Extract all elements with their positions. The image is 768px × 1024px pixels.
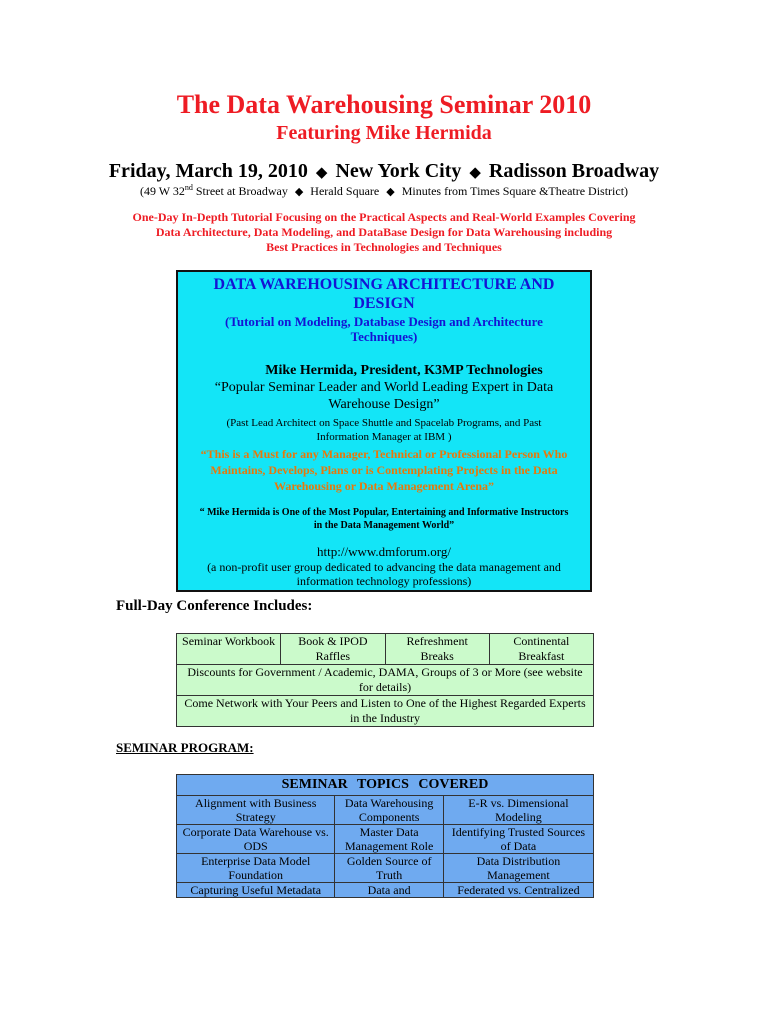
address-square: Herald Square	[310, 184, 380, 198]
seminar-subtitle: Featuring Mike Hermida	[276, 122, 492, 144]
intro-text	[100, 210, 668, 255]
topic-cell: Data and	[335, 883, 443, 898]
event-venue: Radisson Broadway	[488, 160, 660, 182]
table-row	[177, 796, 594, 825]
feature-subheading: (Tutorial on Modeling, Database Design and Architecture Techniques)	[225, 314, 543, 344]
topic-cell: Federated vs. Centralized	[443, 883, 593, 898]
address-street: Street at Broadway	[192, 184, 288, 198]
intro-line: Data Architecture, Data Modeling, and DataBase Design for Data Warehousing including	[155, 225, 613, 239]
include-item: Refreshment Breaks	[385, 634, 489, 665]
table-header-row	[177, 775, 594, 796]
diamond-icon: ◆	[315, 165, 328, 181]
topic-cell: E-R vs. Dimensional Modeling	[443, 796, 593, 825]
praise-quote: “ Mike Hermida is One of the Most Popular, Entertaining and Informative Instructors in the Data Management World”	[199, 507, 569, 531]
address-street-number: (49 W 32	[139, 184, 185, 198]
event-city: New York City	[335, 160, 462, 182]
intro-line: Best Practices in Technologies and Techniques	[266, 240, 502, 254]
seminar-title: The Data Warehousing Seminar 2010	[176, 90, 592, 119]
topic-cell: Capturing Useful Metadata	[177, 883, 335, 898]
topic-cell: Data Warehousing Components	[335, 796, 443, 825]
includes-heading: Full-Day Conference Includes:	[116, 598, 313, 614]
table-row	[177, 883, 594, 898]
include-item: Seminar Workbook	[177, 634, 281, 665]
include-item: Continental Breakfast	[489, 634, 593, 665]
must-attend-text: “This is a Must for any Manager, Technical or Professional Person Who Maintains, Develops, Plans or is Contemplating Projects in the Data Warehousing or Data Management Arena”	[200, 447, 568, 493]
table-row	[177, 854, 594, 883]
dmforum-link[interactable]: http://www.dmforum.org/	[317, 544, 451, 559]
diamond-icon: ◆	[294, 186, 304, 198]
topic-cell: Identifying Trusted Sources of Data	[443, 825, 593, 854]
topic-cell: Corporate Data Warehouse vs. ODS	[177, 825, 335, 854]
discounts-cell: Discounts for Government / Academic, DAMA, Groups of 3 or More (see website for details)	[177, 665, 594, 696]
speaker-quote: “Popular Seminar Leader and World Leading Expert in Data Warehouse Design”	[214, 380, 554, 412]
diamond-icon: ◆	[469, 165, 481, 181]
include-item: Book & IPOD Raffles	[281, 634, 385, 665]
intro-line: One-Day In-Depth Tutorial Focusing on the Practical Aspects and Real-World Examples Covering	[132, 210, 636, 224]
address-ordinal: nd	[184, 183, 193, 192]
program-heading: SEMINAR PROGRAM:	[116, 740, 254, 755]
event-date: Friday, March 19, 2010	[108, 160, 308, 182]
topic-cell: Data Distribution Management	[443, 854, 593, 883]
feature-box	[176, 270, 592, 592]
table-row	[177, 696, 594, 727]
topic-cell: Master Data Management Role	[335, 825, 443, 854]
topics-table-title: SEMINAR TOPICS COVERED	[177, 775, 594, 796]
diamond-icon: ◆	[386, 186, 395, 198]
address-minutes: Minutes from Times Square &Theatre District)	[401, 184, 629, 198]
network-cell: Come Network with Your Peers and Listen to One of the Highest Regarded Experts in the Industry	[177, 696, 594, 727]
event-address	[0, 180, 768, 200]
topic-cell: Alignment with Business Strategy	[177, 796, 335, 825]
nonprofit-note: (a non-profit user group dedicated to advancing the data management and information technology professions)	[207, 560, 561, 588]
table-row	[177, 665, 594, 696]
table-row	[177, 825, 594, 854]
topic-cell: Enterprise Data Model Foundation	[177, 854, 335, 883]
feature-heading: DATA WAREHOUSING ARCHITECTURE AND DESIGN	[213, 276, 555, 312]
table-row	[177, 634, 594, 665]
topics-table	[176, 774, 594, 898]
speaker-background: (Past Lead Architect on Space Shuttle and Spacelab Programs, and Past Information Manager at IBM )	[226, 417, 542, 443]
includes-table	[176, 633, 594, 727]
topic-cell: Golden Source of Truth	[335, 854, 443, 883]
speaker-name: Mike Hermida, President, K3MP Technologies	[265, 363, 543, 378]
